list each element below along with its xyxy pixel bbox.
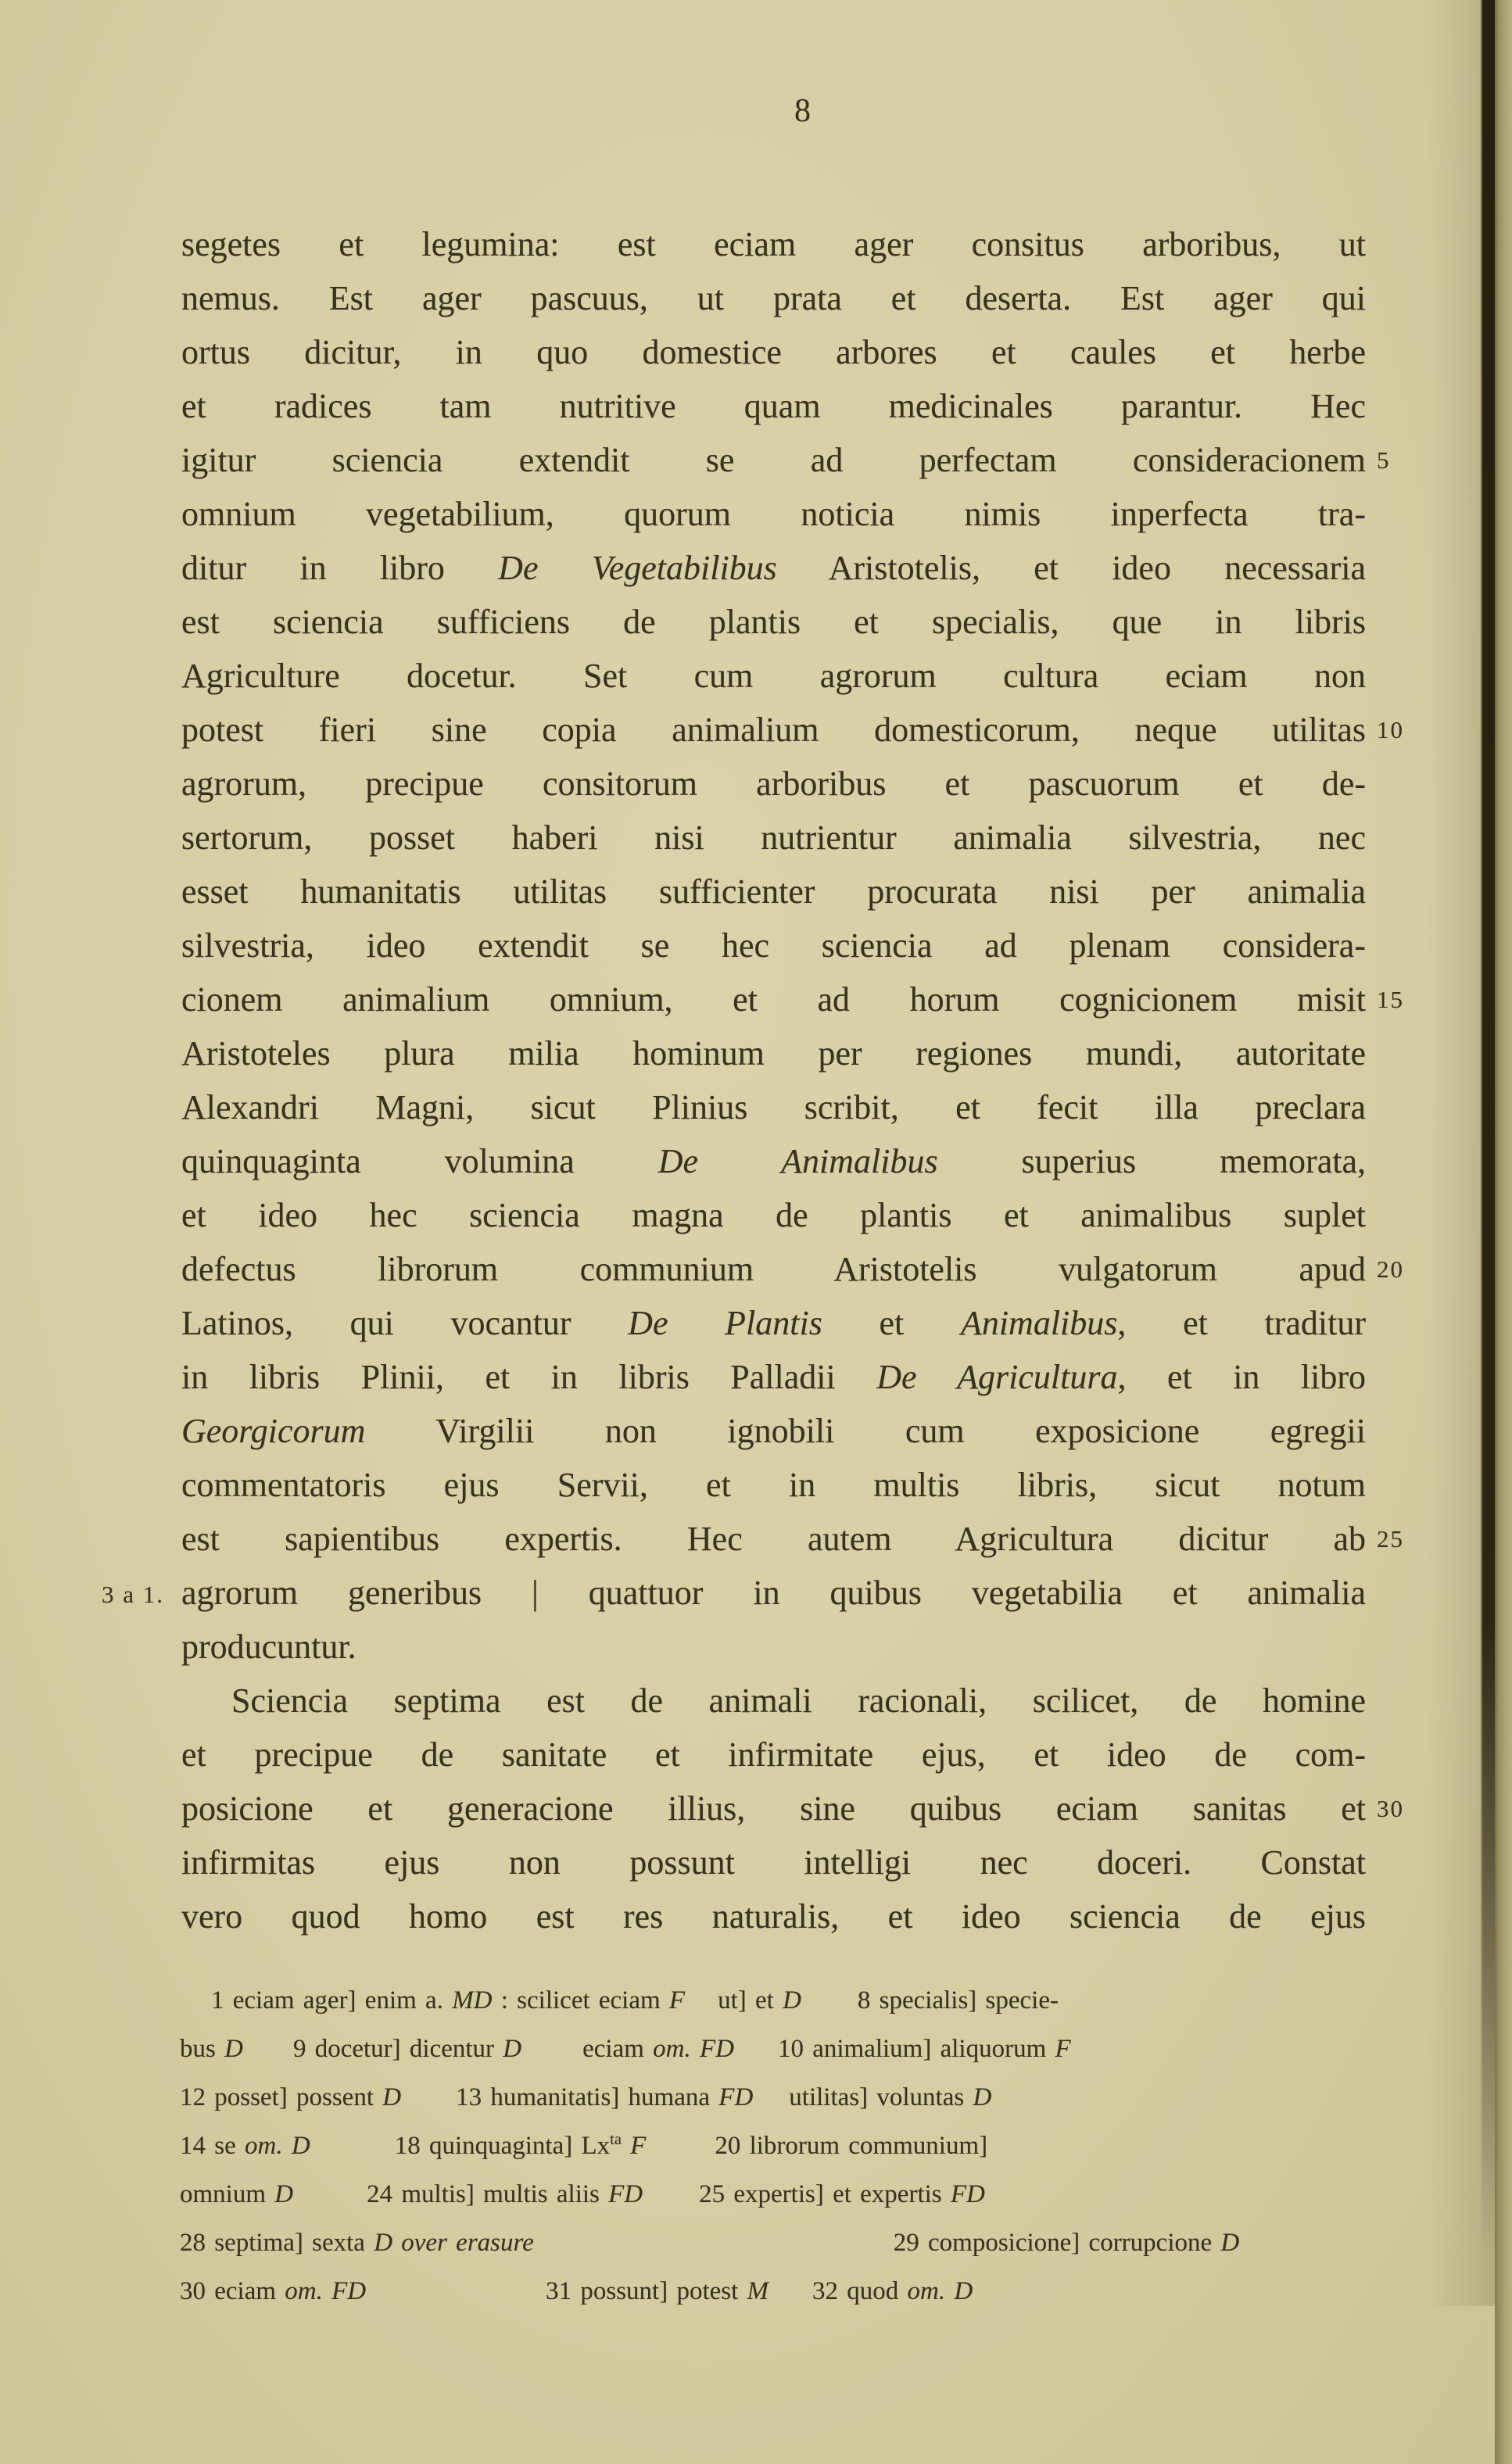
text-segment: est sapientibus expertis. Hec autem Agricultura dicitur ab: [181, 1520, 1366, 1558]
italic-title-or-siglum: FD: [950, 2180, 985, 2208]
italic-title-or-siglum: F: [1055, 2035, 1071, 2063]
body-text-line: [181, 1026, 1366, 1080]
spacing-gap: [685, 2007, 718, 2008]
text-segment: omnium: [180, 2180, 275, 2208]
italic-title-or-siglum: De Vegetabilibus: [498, 549, 777, 587]
margin-line-number: 20: [1377, 1255, 1404, 1283]
italic-title-or-siglum: De Plantis: [628, 1304, 822, 1342]
body-text-line: [181, 1512, 1404, 1566]
text-segment: , et in libro: [1117, 1358, 1366, 1396]
main-text-block: [102, 217, 1404, 1943]
text-segment: 1 eciam ager] enim a.: [211, 1986, 453, 2015]
text-segment: 18 quinquaginta] Lx: [394, 2132, 611, 2160]
italic-title-or-siglum: De Agricultura: [876, 1358, 1118, 1396]
text-segment: Alexandri Magni, sicut Plinius scribit, et fecit illa preclara: [181, 1088, 1366, 1126]
text-segment: Virgilii non ignobili cum exposicione egregii: [365, 1412, 1366, 1450]
text-segment: 32 quod: [812, 2277, 908, 2305]
text-segment: 30 eciam: [180, 2277, 285, 2305]
body-text-line: [181, 703, 1404, 757]
spacing-gap: [769, 2298, 812, 2299]
body-text-line: [181, 865, 1366, 919]
margin-line-number: 30: [1377, 1795, 1404, 1822]
body-text-line: [181, 972, 1404, 1026]
text-segment: [945, 2277, 954, 2305]
spacing-gap: [643, 2201, 699, 2202]
italic-title-or-siglum: D: [783, 1986, 801, 2015]
text-segment: 9 docetur] dicentur: [292, 2035, 503, 2063]
critical-apparatus-footnotes: [180, 1976, 1368, 2315]
italic-title-or-siglum: MD: [452, 1986, 493, 2015]
body-text-line: [181, 1458, 1366, 1512]
italic-title-or-siglum: D: [503, 2035, 522, 2063]
body-text-line: [181, 487, 1366, 541]
body-text-line: [181, 217, 1366, 271]
spacing-gap: [401, 2104, 456, 2105]
scan-right-edge-strip: [1495, 0, 1512, 2464]
footnote-line: [180, 2122, 1368, 2170]
footnote-line: [180, 2025, 1368, 2073]
spacing-gap: [310, 2153, 395, 2154]
text-segment: 13 humanitatis] humana: [456, 2083, 719, 2111]
margin-line-number: 10: [1377, 716, 1404, 743]
italic-title-or-siglum: D: [374, 2229, 393, 2257]
body-text-line: [181, 1296, 1366, 1350]
text-segment: igitur sciencia extendit se ad perfectam consideracionem: [181, 441, 1366, 479]
text-segment: agrorum, precipue consitorum arboribus et pascuorum et de-: [181, 765, 1366, 803]
spacing-gap: [753, 2104, 789, 2105]
italic-title-or-siglum: FD: [331, 2277, 367, 2305]
text-segment: nemus. Est ager pascuus, ut prata et deserta. Est ager qui: [181, 279, 1366, 317]
body-text-line: [181, 1782, 1404, 1835]
text-segment: producuntur.: [181, 1628, 357, 1666]
body-text-line: [181, 1889, 1366, 1943]
italic-title-or-siglum: over erasure: [401, 2229, 534, 2257]
body-text-line: [181, 1620, 1366, 1674]
text-segment: [323, 2277, 331, 2305]
italic-title-or-siglum: FD: [699, 2035, 734, 2063]
footnote-line: [180, 2170, 1368, 2219]
text-segment: in libris Plinii, et in libris Palladii: [181, 1358, 877, 1396]
italic-title-or-siglum: De Animalibus: [657, 1142, 938, 1180]
text-segment: quinquaginta volumina: [181, 1142, 658, 1180]
text-segment: 14 se: [180, 2132, 245, 2160]
margin-line-number: 15: [1377, 986, 1404, 1013]
footnote-line: [180, 2219, 1368, 2267]
text-segment: ortus dicitur, in quo domestice arbores et caules et herbe: [181, 333, 1366, 371]
text-segment: : scilicet eciam: [492, 1986, 669, 2015]
italic-title-or-siglum: F: [668, 1986, 686, 2015]
spacing-gap: [366, 2298, 546, 2299]
spacing-gap: [646, 2153, 715, 2154]
page-number: 8: [794, 93, 812, 129]
body-text-line: [181, 1674, 1366, 1728]
body-text-line: [181, 1835, 1366, 1889]
italic-title-or-siglum: D: [954, 2277, 973, 2305]
footnote-line: [180, 2073, 1368, 2122]
italic-title-or-siglum: D: [1220, 2229, 1240, 2257]
text-segment: [283, 2132, 292, 2160]
text-segment: cionem animalium omnium, et ad horum cognicionem misit: [181, 980, 1366, 1019]
text-segment: esset humanitatis utilitas sufficienter procurata nisi per animalia: [181, 872, 1366, 911]
italic-title-or-siglum: D: [224, 2035, 243, 2063]
spacing-gap: [801, 2007, 858, 2008]
body-text-line: [181, 757, 1366, 811]
text-segment: et: [822, 1304, 961, 1342]
text-segment: et precipue de sanitate et infirmitate ejus, et ideo de com-: [181, 1735, 1366, 1774]
text-segment: vero quod homo est res naturalis, et ideo sciencia de ejus: [181, 1897, 1366, 1936]
italic-title-or-siglum: D: [382, 2083, 402, 2111]
text-segment: bus: [180, 2035, 225, 2063]
text-segment: agrorum generibus | quattuor in quibus vegetabilia et animalia: [181, 1574, 1366, 1612]
body-text-line: [181, 541, 1366, 595]
spacing-gap: [243, 2056, 293, 2057]
text-segment: 24 multis] multis aliis: [367, 2180, 609, 2208]
text-segment: et radices tam nutritive quam medicinales parantur. Hec: [181, 387, 1366, 425]
text-segment: 10 animalium] aliquorum: [777, 2035, 1055, 2063]
italic-title-or-siglum: D: [973, 2083, 992, 2111]
italic-title-or-siglum: F: [630, 2132, 647, 2160]
text-segment: ut] et: [718, 1986, 783, 2015]
body-text-line: [181, 649, 1366, 703]
text-segment: Agriculture docetur. Set cum agrorum cultura eciam non: [181, 657, 1366, 695]
italic-title-or-siglum: om.: [653, 2035, 691, 2063]
margin-line-number: 25: [1377, 1525, 1404, 1553]
italic-title-or-siglum: om.: [245, 2132, 283, 2160]
text-segment: 29 composicione] corrupcione: [893, 2229, 1221, 2257]
text-segment: utilitas] voluntas: [789, 2083, 973, 2111]
text-segment: Aristoteles plura milia hominum per regiones mundi, autoritate: [181, 1034, 1366, 1073]
italic-title-or-siglum: om.: [907, 2277, 946, 2305]
spacing-gap: [293, 2201, 367, 2202]
italic-title-or-siglum: M: [747, 2277, 769, 2305]
spacing-gap: [521, 2056, 582, 2057]
text-segment: ditur in libro: [181, 549, 499, 587]
italic-title-or-siglum: FD: [608, 2180, 643, 2208]
text-segment: infirmitas ejus non possunt intelligi nec doceri. Constat: [181, 1843, 1366, 1882]
italic-title-or-siglum: D: [274, 2180, 294, 2208]
italic-title-or-siglum: FD: [718, 2083, 754, 2111]
text-segment: omnium vegetabilium, quorum noticia nimis inperfecta tra-: [181, 495, 1366, 533]
text-segment: , et traditur: [1117, 1304, 1366, 1342]
text-segment: et ideo hec sciencia magna de plantis et animalibus suplet: [181, 1196, 1366, 1234]
body-text-line: [181, 1080, 1366, 1134]
body-text-line: [181, 379, 1366, 433]
text-segment: Aristotelis, et ideo necessaria: [776, 549, 1366, 587]
text-segment: sertorum, posset haberi nisi nutrientur animalia silvestria, nec: [181, 818, 1366, 857]
italic-title-or-siglum: Animalibus: [960, 1304, 1118, 1342]
text-segment: 28 septima] sexta: [180, 2229, 374, 2257]
text-segment: 31 possunt] potest: [546, 2277, 747, 2305]
body-text-line: [181, 595, 1366, 649]
body-text-line: [181, 1242, 1404, 1296]
body-text-line: [181, 1404, 1366, 1458]
text-segment: est sciencia sufficiens de plantis et specialis, que in libris: [181, 603, 1366, 641]
margin-line-number: 5: [1377, 446, 1391, 474]
body-text-line: [181, 1188, 1366, 1242]
spacing-gap: [534, 2250, 894, 2251]
text-segment: potest fieri sine copia animalium domesticorum, neque utilitas: [181, 711, 1366, 749]
body-text-line: [181, 325, 1366, 379]
text-segment: Latinos, qui vocantur: [181, 1304, 629, 1342]
italic-title-or-siglum: Georgicorum: [181, 1412, 366, 1450]
text-segment: [691, 2035, 700, 2063]
body-text-line: [102, 1566, 1366, 1620]
text-segment: eciam: [582, 2035, 654, 2063]
spacing-gap: [734, 2056, 778, 2057]
body-text-line: [181, 433, 1391, 487]
text-segment: silvestria, ideo extendit se hec sciencia ad plenam considera-: [181, 926, 1366, 965]
text-segment: superius memorata,: [937, 1142, 1366, 1180]
text-segment: defectus librorum communium Aristotelis vulgatorum apud: [181, 1250, 1366, 1288]
footnote-line: [180, 1976, 1368, 2025]
body-text-line: [181, 271, 1366, 325]
body-text-line: [181, 1350, 1366, 1404]
italic-title-or-siglum: om.: [285, 2277, 323, 2305]
text-segment: segetes et legumina: est eciam ager consitus arboribus, ut: [181, 225, 1366, 263]
text-segment: [622, 2132, 630, 2160]
body-text-line: [181, 919, 1366, 972]
body-text-line: [181, 1134, 1366, 1188]
footnote-line: [180, 2267, 1368, 2315]
text-segment: commentatoris ejus Servii, et in multis libris, sicut notum: [181, 1466, 1366, 1504]
body-text-line: [181, 1728, 1366, 1782]
body-text-line: [181, 811, 1366, 865]
text-segment: Sciencia septima est de animali racionali, scilicet, de homine: [231, 1681, 1366, 1720]
text-segment: 12 posset] possent: [180, 2083, 383, 2111]
text-segment: 20 librorum communium]: [715, 2132, 988, 2160]
margin-folio-note: 3 a 1.: [102, 1581, 165, 1608]
text-segment: 8 specialis] specie-: [857, 1986, 1059, 2015]
text-segment: posicione et generacione illius, sine quibus eciam sanitas et: [181, 1789, 1366, 1828]
text-segment: [392, 2229, 401, 2257]
text-segment: 25 expertis] et expertis: [699, 2180, 951, 2208]
italic-title-or-siglum: D: [291, 2132, 310, 2160]
text-segment: ta: [610, 2131, 622, 2148]
